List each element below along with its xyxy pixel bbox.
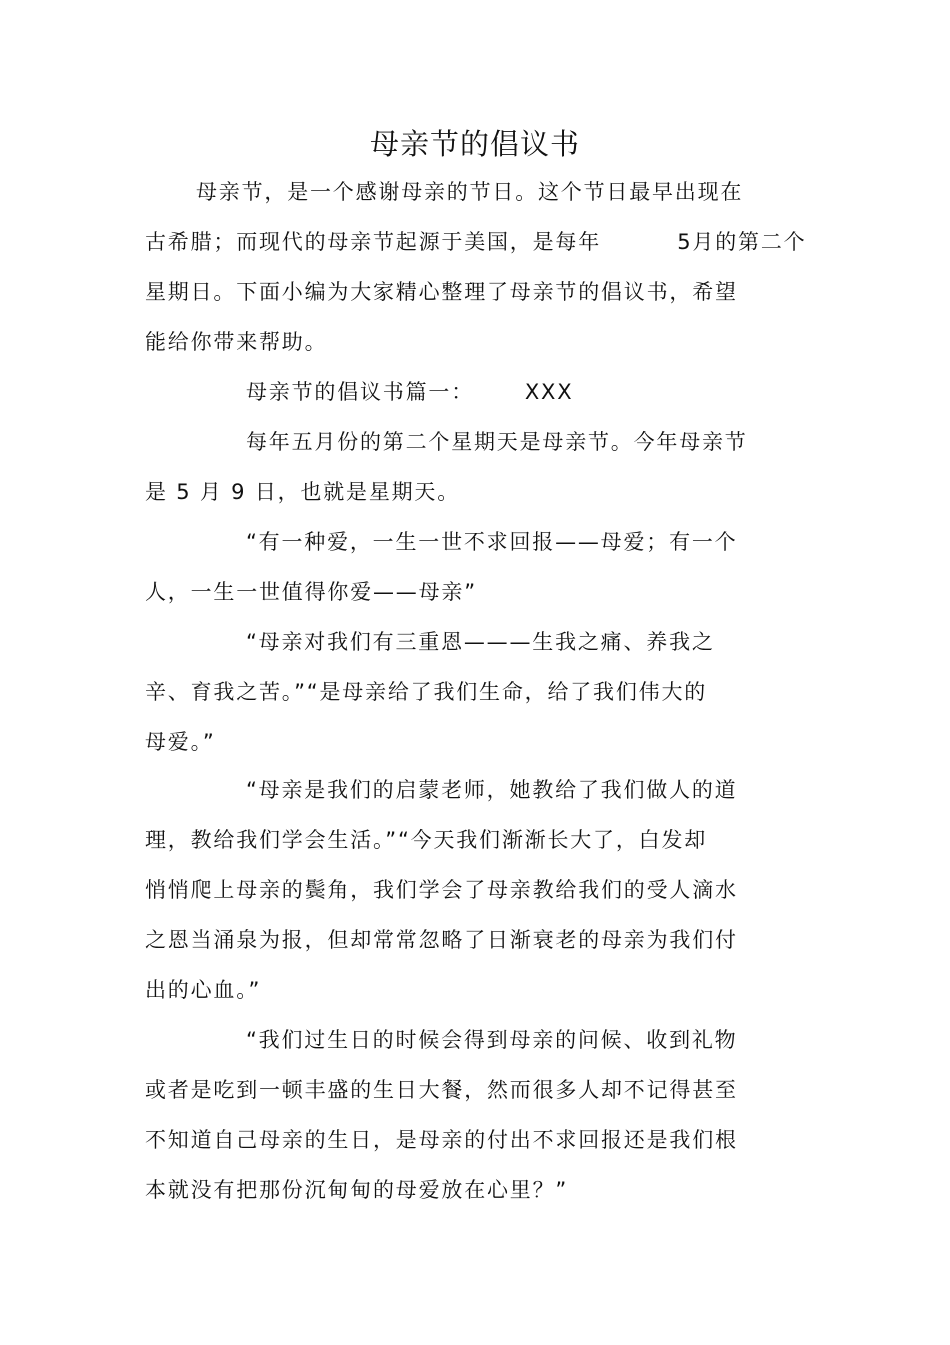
text-line: 之恩当涌泉为报，但却常常忽略了日渐衰老的母亲为我们付 [145,928,738,952]
text-line: 每年五月份的第二个星期天是母亲节。今年母亲节 [246,430,748,454]
text-line: “母亲是我们的启蒙老师，她教给了我们做人的道 [246,778,738,802]
text-line: 辛、育我之苦。”“是母亲给了我们生命，给了我们伟大的 [145,680,708,704]
text-line: “有一种爱，一生一世不求回报——母爱；有一个 [246,530,738,554]
section-heading: 母亲节的倡议书篇一： XXX [246,380,574,404]
text-line: 不知道自己母亲的生日，是母亲的付出不求回报还是我们根 [145,1128,738,1152]
text-line: 本就没有把那份沉甸甸的母爱放在心里？” [145,1178,569,1202]
text-line: 星期日。下面小编为大家精心整理了母亲节的倡议书，希望 [145,280,738,304]
text-line: 能给你带来帮助。 [145,330,328,354]
text-line: 母亲节，是一个感谢母亲的节日。这个节日最早出现在 [196,180,744,204]
text-line: 是 5 月 9 日，也就是星期天。 [145,480,461,504]
text-line: “母亲对我们有三重恩———生我之痛、养我之 [246,630,715,654]
text-line: “我们过生日的时候会得到母亲的问候、收到礼物 [246,1028,738,1052]
text-line: 古希腊；而现代的母亲节起源于美国，是每年 5月的第二个 [145,230,807,254]
text-line: 理，教给我们学会生活。”“今天我们渐渐长大了，白发却 [145,828,708,852]
text-line: 人，一生一世值得你爱——母亲” [145,580,477,604]
text-line: 悄悄爬上母亲的鬓角，我们学会了母亲教给我们的受人滴水 [145,878,738,902]
text-line: 或者是吃到一顿丰盛的生日大餐，然而很多人却不记得甚至 [145,1078,738,1102]
page-title: 母亲节的倡议书 [369,127,580,161]
text-line: 出的心血。” [145,978,262,1002]
text-line: 母爱。” [145,730,216,754]
